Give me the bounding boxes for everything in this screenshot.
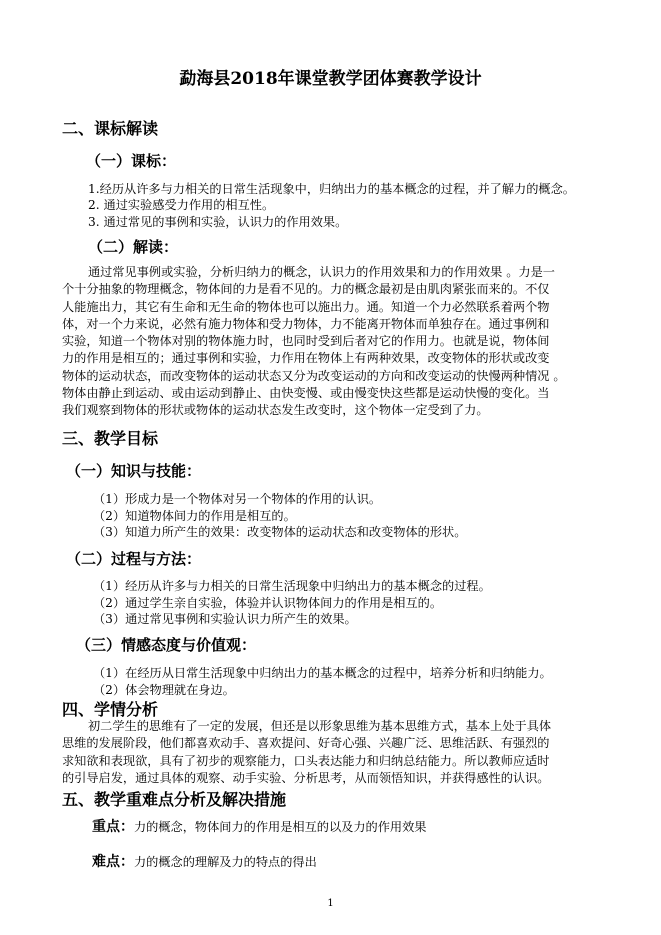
paragraph-line: 我们观察到物体的形状或物体的运动状态发生改变时，这个物体一定受到了力。 bbox=[62, 403, 489, 418]
paragraph-line: 力的作用是相互的；通过事例和实验，力作用在物体上有两种效果，改变物体的形状或改变 bbox=[62, 351, 550, 366]
list-item: （1）经历从许多与力相关的日常生活现象中归纳出力的基本概念的过程。 bbox=[93, 579, 491, 593]
paragraph-line: 初二学生的思维有了一定的发展，但还是以形象思维为基本思维方式，基本上处于具体 bbox=[88, 719, 552, 733]
list-item: （3）知道力所产生的效果：改变物体的运动状态和改变物体的形状。 bbox=[93, 525, 467, 539]
difficult-point-label: 难点： bbox=[92, 854, 134, 870]
paragraph-line: 实验，知道一个物体对别的物体施力时，也同时受到后者对它的作用力。也就是说，物体间 bbox=[62, 334, 550, 349]
paragraph-line: 个十分抽象的物理概念，物体间的力是看不见的。力的概念最初是由肌肉紧张而来的。不仅 bbox=[62, 282, 550, 297]
page-number: 1 bbox=[327, 898, 334, 909]
list-item: （1）在经历从日常生活现象中归纳出力的基本概念的过程中，培养分析和归纳能力。 bbox=[93, 666, 552, 680]
list-item: （3）通过常见事例和实验认识力所产生的效果。 bbox=[93, 612, 357, 626]
subheading-attitudes-values: （三）情感态度与价值观： bbox=[76, 636, 257, 654]
subheading-process-methods: （二）过程与方法： bbox=[66, 550, 202, 568]
difficult-point-line bbox=[92, 851, 317, 871]
paragraph-line: 通过常见事例或实验，分析归纳力的概念，认识力的作用效果和力的作用效果 。力是一 bbox=[88, 265, 555, 279]
interpretation-paragraph bbox=[62, 264, 566, 420]
paragraph-line: 物体的运动状态，而改变物体的运动状态又分为改变运动的方向和改变运动的快慢两种情况 。 bbox=[62, 368, 566, 383]
section-heading-curriculum: 二、课标解读 bbox=[62, 119, 159, 138]
list-item: （2）通过学生亲自实验，体验并认识物体间力的作用是相互的。 bbox=[93, 596, 443, 610]
key-point-label: 重点： bbox=[92, 819, 134, 835]
difficult-point-text: 力的概念的理解及力的特点的得出 bbox=[134, 855, 317, 869]
list-item: （2）体会物理就在身边。 bbox=[93, 683, 235, 697]
key-point-line bbox=[92, 816, 427, 836]
paragraph-line: 体，对一个力来说，必然有施力物体和受力物体，力不能离开物体而单独存在。通过事例和 bbox=[62, 316, 550, 331]
paragraph-line: 人能施出力，其它有生命和无生命的物体也可以施出力。通。知道一个力必然联系着两个物 bbox=[62, 299, 550, 314]
list-item: 1.经历从许多与力相关的日常生活现象中，归纳出力的基本概念的过程，并了解力的概念。 bbox=[88, 182, 575, 196]
list-item: 2. 通过实验感受力作用的相互性。 bbox=[88, 198, 275, 212]
paragraph-line: 的引导启发，通过具体的观察、动手实验、分析思考，从而领悟知识，并获得感性的认识。 bbox=[62, 770, 550, 785]
list-item: 3. 通过常见的事例和实验，认识力的作用效果。 bbox=[88, 215, 348, 229]
subheading-interpretation: （二）解读： bbox=[88, 238, 179, 256]
student-analysis-paragraph bbox=[62, 718, 551, 787]
page-title: 勐海县2018年课堂教学团体赛教学设计 bbox=[179, 69, 482, 89]
section-heading-key-difficult: 五、教学重难点分析及解决措施 bbox=[62, 790, 287, 809]
paragraph-line: 思维的发展阶段，他们都喜欢动手、喜欢提问、好奇心强、兴趣广泛、思维活跃、有强烈的 bbox=[62, 736, 550, 751]
list-item: （2）知道物体间力的作用是相互的。 bbox=[93, 509, 296, 523]
section-heading-student-analysis: 四、学情分析 bbox=[62, 700, 159, 719]
subheading-knowledge-skills: （一）知识与技能： bbox=[66, 462, 202, 480]
section-heading-objectives: 三、教学目标 bbox=[62, 429, 159, 448]
subheading-standards: （一）课标： bbox=[86, 152, 177, 170]
key-point-text: 力的概念，物体间力的作用是相互的以及力的作用效果 bbox=[134, 820, 427, 834]
paragraph-line: 求知欲和表现欲，具有了初步的观察能力，口头表达能力和归纳总结能力。所以教师应适时 bbox=[62, 753, 550, 768]
list-item: （1）形成力是一个物体对另一个物体的作用的认识。 bbox=[93, 492, 382, 506]
paragraph-line: 物体由静止到运动、或由运动到静止、由快变慢、或由慢变快这些都是运动快慢的变化。当 bbox=[62, 386, 550, 401]
